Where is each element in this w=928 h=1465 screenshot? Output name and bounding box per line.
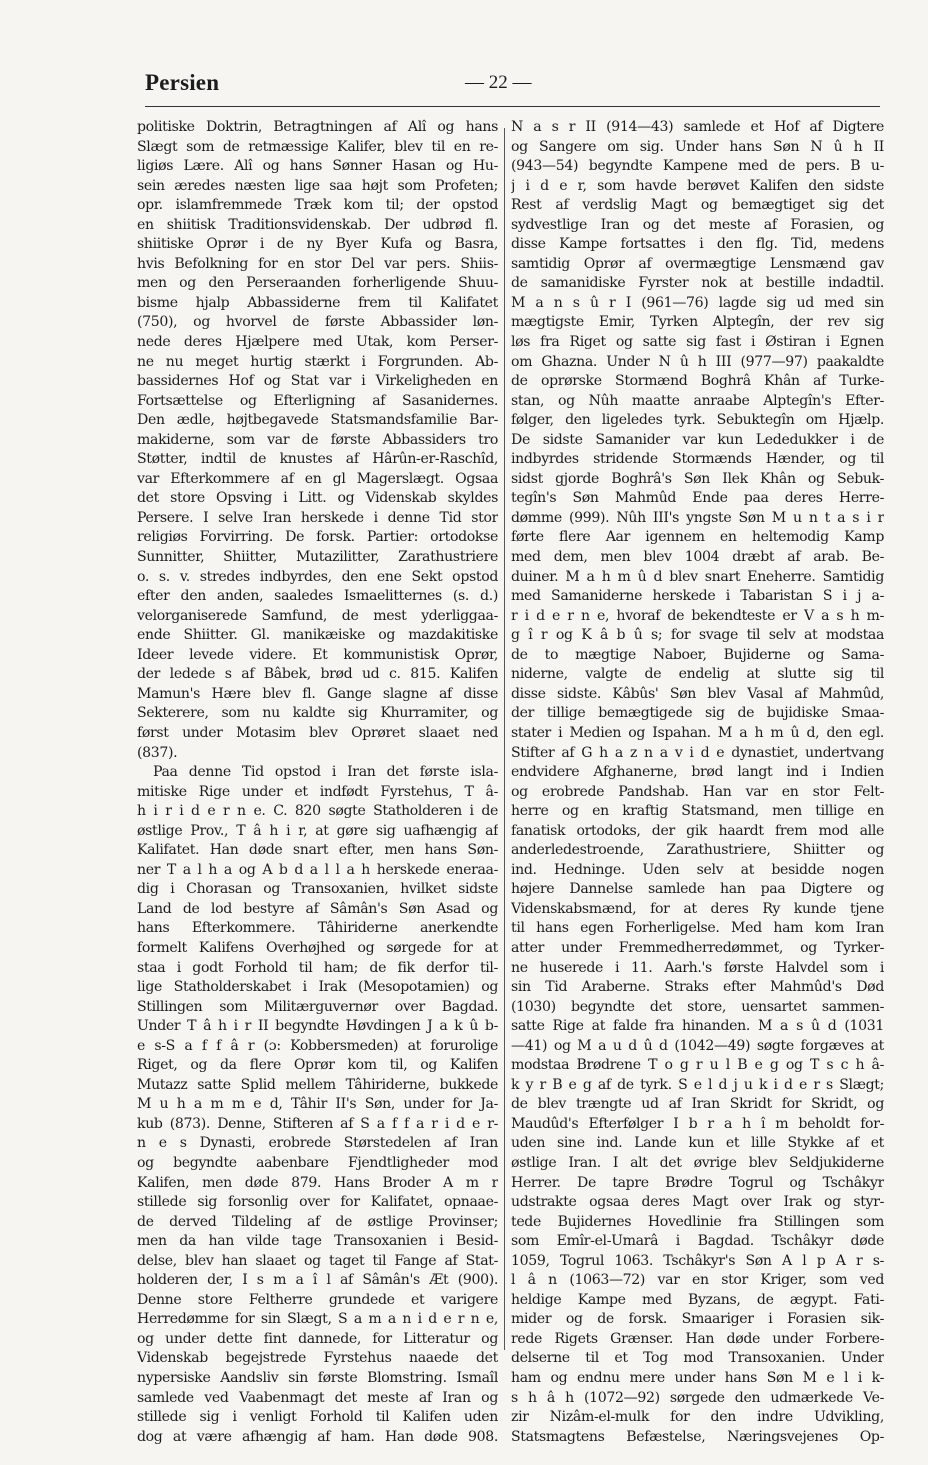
text-line: Stifter af G h a z n a v i d e dynastiet, undertvang [511,744,884,761]
text-line: Statsmagtens Befæstelse, Næringsvejenes Op- [511,1428,884,1445]
text-line: stillede sig forsonlig over for Kalifatet, opnaae- [137,1194,498,1211]
text-line: Videnskab begejstrede Fyrstehus naaede det [137,1350,498,1367]
text-line: formelt Kalifens Overhøjhed og sørgede for at [137,939,498,956]
text-line: Denne store Feltherre grundede et varigere [137,1291,498,1308]
text-line: med dem, men blev 1004 dræbt af arab. Be- [511,549,884,566]
text-line: herre og en kraftig Statsmand, men tillige en [511,803,884,820]
text-line: o. s. v. stredes indbyrdes, den ene Sekt opstod [137,568,498,585]
text-line: makiderne, som var de første Abbassiders tro [137,431,498,448]
left-text-column [137,118,498,1447]
text-line: mitiske Rige under et indfødt Fyrstehus, T â- [137,783,498,800]
text-line: Land de lod bestyre af Sâmân's Søn Asad og [137,900,498,917]
text-line: (837). [137,744,178,761]
text-line: hans Efterkommere. Tâhiriderne anerkendte [137,920,498,937]
text-line: først under Motasim blev Oprøret slaaet ned [137,724,498,741]
text-line: delse, blev han slaaet og taget til Fange af Stat- [137,1252,498,1269]
text-line: —41) og M a u d û d (1042—49) søgte forgæves at [511,1037,884,1054]
text-line: g î r og K â b û s; for svage til selv at modstaa [511,627,884,644]
text-line: Støtter, indtil de knustes af Hârûn-er-Raschîd, [137,451,498,468]
text-line: Slægt som de retmæssige Kalifer, blev til en re- [137,138,498,155]
text-line: hvis Befolkning for en stor Del var pers. Shiis- [137,255,498,272]
text-line: ne nu meget hurtig stærkt i Forgrunden. Ab- [137,353,498,370]
text-line: s h â h (1072—92) sørgede den udmærkede Ve- [511,1389,884,1406]
text-line: anderledestroende, Zarathustriere, Shiitter og [511,842,884,859]
text-line: om Ghazna. Under N û h III (977—97) paakaldte [511,353,884,370]
column-divider [504,128,505,1350]
text-line: religiøs Forvirring. De forsk. Partier: ortodokse [137,529,498,546]
text-line: modstaa Brødrene T o g r u l B e g og T s c h â- [511,1057,884,1074]
text-line: Ideer levede videre. Et kommunistisk Oprør, [137,646,498,663]
text-line: Riget, og da flere Oprør kom til, og Kalifen [137,1057,498,1074]
text-line: førte flere Aar igennem en heltemodig Kamp [511,529,884,546]
text-line: delserne til et Tog mod Transoxanien. Under [511,1350,884,1367]
text-line: sydvestlige Iran og det meste af Forasien, og [511,216,884,233]
text-line: n e s Dynasti, erobrede Størstedelen af Iran [137,1135,498,1152]
text-line: løs fra Riget og satte sig fast i Østiran i Egnen [511,334,884,351]
text-line: og begyndte aabenbare Fjendtligheder mod [137,1154,498,1171]
right-text-column [511,118,884,1447]
text-line: Rest af verdslig Magt og bemægtiget sig det [511,197,884,214]
text-line: ind. Hedninge. Uden selv at besidde nogen [511,861,884,878]
text-line: der tillige bemægtigede sig de bujidiske Smaa- [511,705,884,722]
text-line: Mamun's Hære blev fl. Gange slagne af disse [137,685,498,702]
text-line: disse Kampe fortsattes i den flg. Tid, medens [511,236,884,253]
text-line: staa i godt Forhold til ham; de fik derfor til- [137,959,498,976]
text-line: sein æredes næsten lige saa højt som Profeten; [137,177,498,194]
text-line: 1059, Togrul 1063. Tschâkyr's Søn A l p A r s- [511,1252,884,1269]
text-line: stillede sig i venligt Forhold til Kalifen uden [137,1409,498,1426]
text-line: men og den Perseraanden forherligende Shuu- [137,275,498,292]
text-line: opr. islamfremmede Træk kom til; der opstod [137,197,498,214]
text-line: e s-S a f f â r (ɔ: Kobbersmeden) at forurolige [137,1037,498,1054]
text-line: j i d e r, som havde berøvet Kalifen den sidste [511,177,884,194]
text-line: Kalifatet. Han døde snart efter, men hans Søn- [137,842,498,859]
text-line: duiner. M a h m û d blev snart Eneherre. Samtidig [511,568,884,585]
text-line: Stillingen som Militærguvernør over Bagdad. [137,998,498,1015]
text-line: tegîn's Søn Mahmûd Ende paa deres Herre- [511,490,884,507]
text-line: fanatisk ortodoks, der gik haardt frem mod alle [511,822,884,839]
text-line: og erobrede Pandshab. Han var en stor Felt- [511,783,884,800]
text-line: sin Tid Araberne. Straks efter Mahmûd's Død [511,979,884,996]
text-line: tede Bujidernes Hovedlinie fra Stillingen som [511,1213,884,1230]
text-line: mider og de forsk. Smaariger i Forasien sik- [511,1311,884,1328]
text-line: h i r i d e r n e. C. 820 søgte Statholderen i de [137,803,498,820]
text-line: nypersiske Aandsliv sin første Blomstring. Ismaîl [137,1370,498,1386]
page-number: — 22 — [465,72,532,93]
text-line: Videnskabsmænd, for at deres Ry kunde tjene [511,900,884,917]
text-line: det store Opsving i Litt. og Videnskab skyldes [137,490,498,507]
text-line: Herrer. De tapre Brødre Togrul og Tschâkyr [511,1174,884,1191]
text-line: bisme hjalp Abbassiderne frem til Kalifatet [137,294,498,311]
text-line: k y r B e g af de tyrk. S e l d j u k i d e r s Slægt; [511,1076,884,1093]
text-line: østlige Iran. I alt det øvrige blev Seldjukiderne [511,1154,884,1171]
text-line: dømme (999). Nûh III's yngste Søn M u n t a s i r [511,509,884,526]
page-header [145,62,880,102]
text-line: Paa denne Tid opstod i Iran det første isla- [153,764,498,781]
text-line: dog at være afhængig af ham. Han døde 908. [137,1428,498,1445]
text-line: satte Rige at falde fra hinanden. M a s û d (1031 [511,1018,884,1035]
text-line: mægtigste Emir, Tyrken Alptegîn, der rev sig [511,314,884,331]
text-line: nede deres Hjælpere med Utak, kom Perser- [137,334,498,351]
text-line: med Samaniderne herskede i Tabaristan S i j a- [511,588,884,605]
text-line: Den ædle, højtbegavede Statsmandsfamilie Bar- [137,412,498,429]
text-line: efter den anden, saaledes Ismaelitternes (s. d.) [137,588,498,605]
text-line: atter under Fremmedherredømmet, og Tyrker- [511,939,884,956]
text-line: de derved Tildeling af de østlige Provinser; [137,1213,498,1230]
text-line: men da han vilde tage Transoxanien i Besid- [137,1233,498,1250]
text-line: zir Nizâm-el-mulk for den indre Udvikling, [511,1409,884,1426]
text-line: samlede ved Vaabenmagt det meste af Iran og [137,1389,498,1406]
text-line: ligiøs Lære. Alî og hans Sønner Hasan og Hu- [137,158,498,175]
text-line: M a n s û r I (961—76) lagde sig ud med sin [511,294,884,311]
text-line: ende Shiitter. Gl. manikæiske og mazdakitiske [137,627,498,644]
text-line: de oprørske Stormænd Boghrâ Khân af Turke- [511,373,884,390]
text-line: Mutazz satte Splid mellem Tâhiriderne, bukkede [137,1076,498,1093]
header-rule [145,106,880,107]
text-line: velorganiserede Samfund, de mest yderliggaa- [137,607,498,624]
text-line: Sekterere, som nu kaldte sig Khurramiter, og [137,705,498,722]
text-line: Under T â h i r II begyndte Høvdingen J a k û b- [137,1018,498,1035]
text-line: ham og endnu mere under hans Søn M e l i k- [511,1370,884,1386]
text-line: Kalifen, men døde 879. Hans Broder A m r [137,1174,498,1191]
text-line: r i d e r n e, hvoraf de bekendteste er V a s h m- [511,607,884,624]
text-line: de samanidiske Fyrster nok at bestille indadtil. [511,275,884,292]
text-line: l â n (1063—72) var en stor Kriger, som ved [511,1272,884,1289]
text-line: M u h a m m e d, Tâhir II's Søn, under for Ja- [137,1096,498,1113]
text-line: (750), og hvorvel de første Abbassider løn- [137,314,498,331]
text-line: holderen der, I s m a î l af Sâmân's Æt (900). [137,1272,498,1289]
text-line: lige Statholderskabet i Irak (Mesopotamien) og [137,979,498,996]
text-line: udstrakte ogsaa deres Magt over Irak og styr- [511,1194,884,1211]
text-line: dig i Chorasan og Transoxanien, hvilket sidste [137,881,498,898]
text-line: til hans egen Forherligelse. Med ham kom Iran [511,920,884,937]
text-line: og under dette fint dannede, for Litteratur og [137,1330,498,1347]
text-line: niderne, valgte de endelig at slutte sig til [511,666,884,683]
text-line: disse sidste. Kâbûs' Søn blev Vasal af Mahmûd, [511,685,884,702]
text-line: Herredømme for sin Slægt, S a m a n i d e r n e, [137,1311,498,1328]
text-line: indbyrdes stridende Stormænds Hænder, og til [511,451,884,468]
text-line: højere Dannelse samlede han paa Digtere og [511,881,884,898]
text-line: rede Rigets Grænser. Han døde under Forbere- [511,1330,884,1347]
text-line: var Efterkommere af en gl Magerslægt. Ogsaa [137,470,498,487]
text-line: samtidig Oprør af overmægtige Lensmænd gav [511,255,884,272]
page-title: Persien [145,70,220,95]
text-line: Persere. I selve Iran herskede i denne Tid stor [137,509,498,526]
text-line: Fortsættelse og Efterligning af Sasanidernes. [137,392,498,409]
text-line: uden sine ind. Lande kun et lille Stykke af et [511,1135,884,1152]
text-line: N a s r II (914—43) samlede et Hof af Digtere [511,119,884,135]
text-line: der ledede s af Bâbek, brød ud c. 815. Kalifen [137,666,498,683]
text-line: kub (873). Denne, Stifteren af S a f f a r i d e r- [137,1115,498,1132]
text-line: stan, og Nûh maatte anraabe Alptegîn's Efter- [511,392,884,409]
text-line: (943—54) begyndte Kampene med de pers. B u- [511,158,884,175]
text-line: østlige Prov., T â h i r, at gøre sig uafhængig af [137,822,498,839]
text-line: ne huserede i 11. Aarh.'s første Halvdel som i [511,959,884,976]
text-line: sidst gjorde Boghrâ's Søn Ilek Khân og Sebuk- [511,470,884,487]
text-line: en shiitisk Traditionsvidenskab. Der udbrød fl. [137,216,498,233]
text-line: de blev trængte ud af Iran Skridt for Skridt, og [511,1096,884,1113]
text-line: og Sangere om sig. Under hans Søn N û h II [511,138,884,155]
text-line: politiske Doktrin, Betragtningen af Alî og hans [137,119,498,135]
text-line: som Emîr-el-Umarâ i Bagdad. Tschâkyr døde [511,1233,884,1250]
text-line: de to mægtige Naboer, Bujiderne og Sama- [511,646,884,663]
text-line: De sidste Samanider var kun Lededukker i de [511,431,884,448]
text-line: Maudûd's Efterfølger I b r a h î m beholdt for- [511,1115,884,1132]
text-line: Sunnitter, Shiitter, Mutazilitter, Zarathustriere [137,549,498,566]
text-line: endvidere Afghanerne, brød langt ind i Indien [511,764,884,781]
text-line: heldige Kampe med Byzans, de ægypt. Fati- [511,1291,884,1308]
text-line: shiitiske Oprør i de ny Byer Kufa og Basra, [137,236,498,253]
text-line: ner T a l h a og A b d a l l a h herskede eneraa- [137,861,498,878]
text-line: stater i Medien og Ispahan. M a h m û d, den egl. [511,724,884,741]
text-line: bassidernes Hof og Stat var i Virkeligheden en [137,373,498,390]
text-line: følger, den ligeledes tyrk. Sebuktegîn om Hjælp. [511,412,884,429]
text-line: (1030) begyndte det store, uensartet sammen- [511,998,884,1015]
